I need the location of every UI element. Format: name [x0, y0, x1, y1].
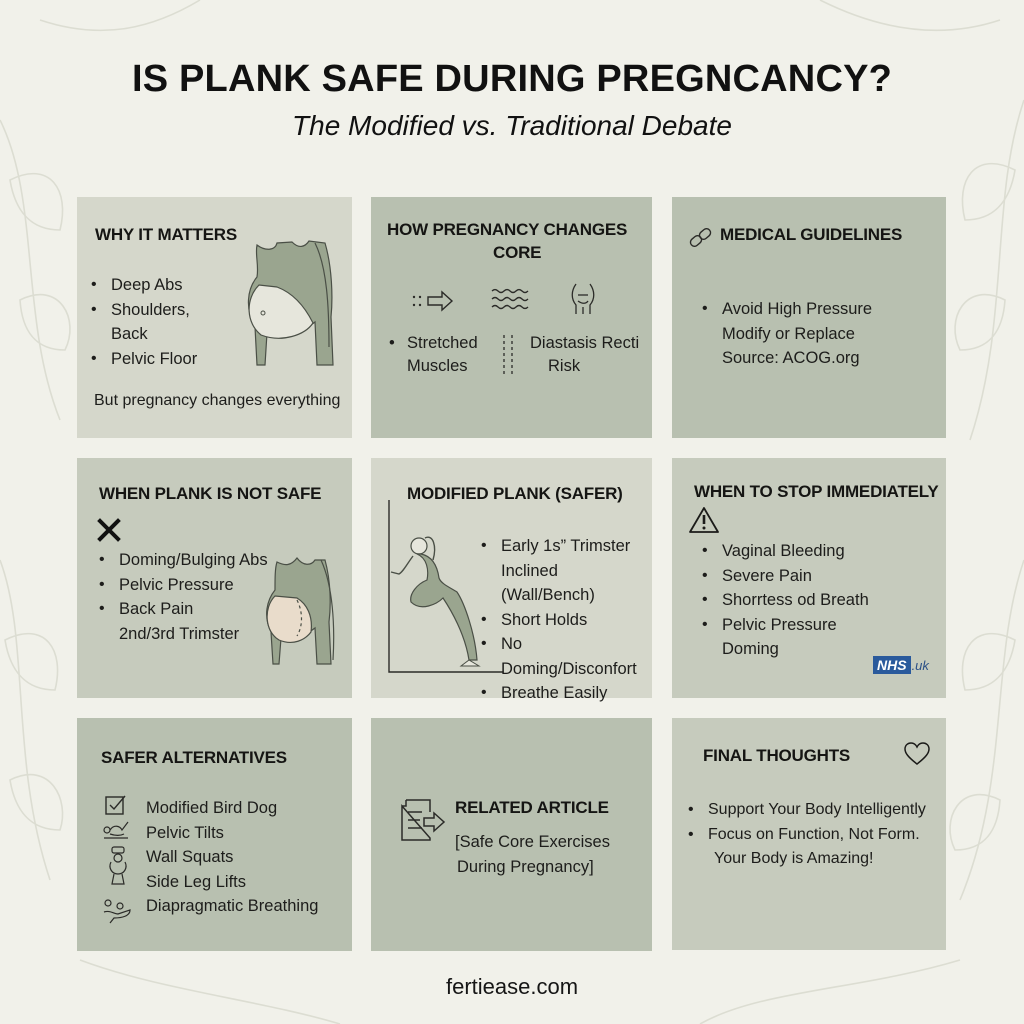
card-title: FINAL THOUGHTS	[703, 746, 851, 765]
footer-site-link[interactable]: fertiease.com	[445, 974, 579, 999]
list-item: Side Leg Lifts	[146, 872, 246, 891]
card-title: HOW PREGNANCY CHANGES	[387, 220, 628, 239]
card-title: RELATED ARTICLE	[455, 798, 609, 817]
page-title: IS PLANK SAFE DURING PREGNCANCY?	[131, 58, 893, 100]
wave-lines-icon	[491, 287, 531, 311]
list-item: Inclined (Wall/Bench)	[501, 561, 595, 604]
stretched-line1: Stretched	[407, 334, 478, 352]
bullet-dot: •	[389, 334, 395, 352]
list-item: • Shoulders,	[89, 298, 197, 323]
card-final-thoughts	[672, 718, 946, 950]
final-list	[686, 798, 926, 872]
related-article-link-line2[interactable]: During Pregnancy]	[457, 858, 594, 876]
modified-list	[479, 534, 652, 706]
stop-list	[700, 539, 869, 662]
card-related-article[interactable]	[371, 718, 652, 951]
diastasis-line2: Risk	[548, 357, 581, 375]
heart-icon	[904, 742, 930, 766]
pregnant-torso-illustration	[247, 237, 337, 367]
pregnant-belly-illustration	[267, 556, 337, 666]
list-item: • No Doming/Disconfort	[479, 632, 652, 681]
x-mark-icon	[97, 518, 121, 542]
list-item: Modified Bird Dog	[146, 799, 278, 817]
list-item: • Deep Abs	[89, 273, 197, 298]
list-item: • Vaginal Bleeding	[700, 539, 869, 564]
list-item: • Focus on Function, Not Form.	[686, 823, 926, 848]
card-title: WHEN PLANK IS NOT SAFE	[99, 484, 322, 503]
card-title: WHY IT MATTERS	[95, 225, 238, 244]
alternatives-list	[124, 796, 318, 919]
guidelines-list	[700, 297, 872, 371]
nhs-suffix: .uk	[911, 657, 929, 673]
list-item: Wall Squats	[146, 848, 234, 866]
list-item: • Shorrtess od Breath	[700, 588, 869, 613]
waist-torso-icon	[570, 283, 596, 315]
card-title: MEDICAL GUIDELINES	[720, 225, 903, 244]
card-how-pregnancy-changes	[371, 197, 652, 438]
card-why-it-matters	[77, 197, 352, 438]
card-title: WHEN TO STOP IMMEDIATELY	[694, 482, 939, 501]
why-note: But pregnancy changes everything	[94, 392, 341, 409]
source-link[interactable]: Source: ACOG.org	[722, 349, 860, 367]
list-item: • Short Holds	[479, 608, 652, 633]
page-subtitle: The Modified vs. Traditional Debate	[292, 110, 732, 141]
stretch-arrow-icon	[412, 291, 456, 311]
list-item: • Pelvic Pressure	[97, 573, 268, 598]
list-item: • Avoid High Pressure	[700, 297, 872, 322]
list-item: Doming	[722, 640, 779, 658]
list-item: Pelvic Tilts	[146, 823, 224, 842]
nhs-uk-logo[interactable]	[873, 656, 929, 674]
card-title: SAFER ALTERNATIVES	[101, 748, 287, 767]
list-item: • Support Your Body Intelligently	[686, 798, 926, 823]
list-item: Modify or Replace	[722, 324, 855, 343]
list-item: • Severe Pain	[700, 564, 869, 589]
card-modified-plank	[371, 458, 652, 702]
diastasis-line1: Diastasis Recti	[530, 334, 640, 352]
warning-triangle-icon	[688, 506, 720, 534]
link-chain-icon	[688, 225, 714, 251]
list-item: Back	[111, 325, 148, 343]
list-item: • Doming/Bulging Abs	[97, 548, 268, 573]
card-safer-alternatives	[77, 718, 352, 951]
nhs-badge: NHS	[873, 656, 911, 674]
list-item: 2nd/3rd Trimster	[119, 624, 240, 643]
stretched-line2: Muscles	[407, 357, 468, 375]
card-title-line2: CORE	[493, 243, 542, 262]
card-when-not-safe	[77, 458, 352, 698]
list-item: • Back Pain	[97, 597, 268, 622]
card-title: MODIFIED PLANK (SAFER)	[407, 484, 623, 503]
list-item: Diapragmatic Breathing	[146, 897, 319, 915]
list-item: Your Body is Amazing!	[714, 850, 874, 867]
list-item: • Pelvic Floor	[89, 347, 197, 372]
why-list	[89, 273, 197, 371]
list-item: • Pelvic Pressure	[700, 613, 869, 638]
list-item: • Early 1s” Trimster	[479, 534, 652, 559]
not-safe-list	[97, 548, 268, 646]
card-medical-guidelines	[672, 197, 946, 438]
list-item: • Breathe Easily	[479, 681, 652, 706]
document-arrow-icon	[398, 798, 448, 844]
dashed-divider	[502, 335, 514, 375]
related-article-link-line1[interactable]: [Safe Core Exercises	[455, 833, 610, 851]
